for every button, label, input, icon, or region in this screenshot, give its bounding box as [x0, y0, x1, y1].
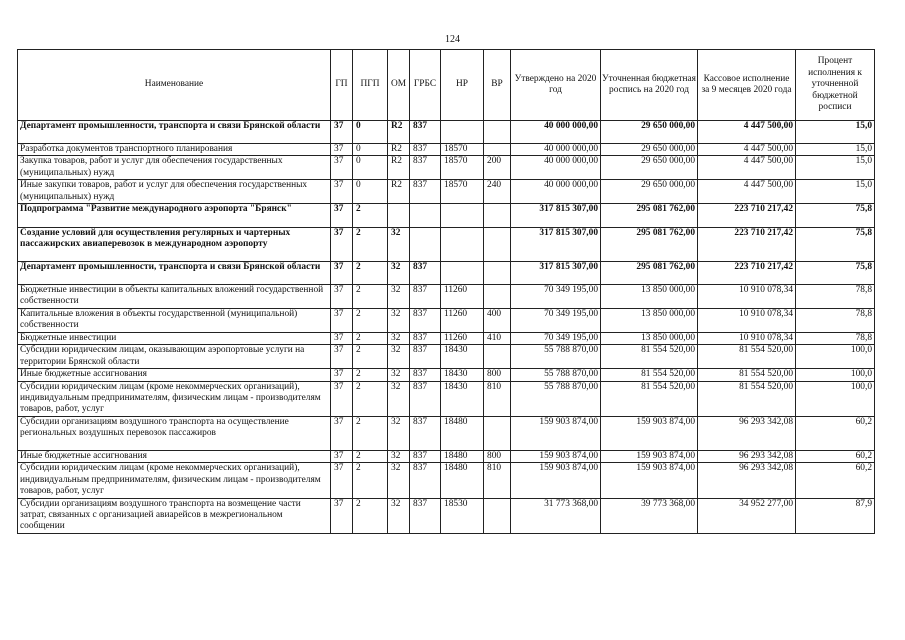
- cell-gp: 37: [331, 345, 353, 369]
- cell-np: [441, 228, 484, 262]
- cell-vr: [484, 416, 511, 450]
- cell-cash: 223 710 217,42: [698, 262, 796, 285]
- cell-percent: 15,0: [796, 144, 875, 156]
- cell-gp: 37: [331, 463, 353, 498]
- cell-gp: 37: [331, 180, 353, 204]
- cell-np: 18570: [441, 156, 484, 180]
- cell-om: 32: [388, 463, 410, 498]
- table-row: [18, 285, 875, 309]
- cell-np: [441, 204, 484, 228]
- cell-percent: 15,0: [796, 121, 875, 144]
- cell-om: 32: [388, 309, 410, 333]
- cell-grbs: 837: [410, 381, 441, 416]
- cell-approved: 55 788 870,00: [511, 369, 601, 381]
- cell-refined: 13 850 000,00: [601, 285, 698, 309]
- table-row: [18, 228, 875, 262]
- cell-np: 11260: [441, 285, 484, 309]
- cell-gp: 37: [331, 144, 353, 156]
- cell-vr: [484, 204, 511, 228]
- header-approved: Утверждено на 2020 год: [511, 50, 601, 121]
- cell-refined: 295 081 762,00: [601, 228, 698, 262]
- table-row: [18, 416, 875, 450]
- cell-grbs: 837: [410, 463, 441, 498]
- cell-ppgp: 2: [353, 262, 388, 285]
- cell-name: Бюджетные инвестиции в объекты капитальных вложений государственной собственности: [18, 285, 331, 309]
- cell-approved: 317 815 307,00: [511, 204, 601, 228]
- table-row: [18, 369, 875, 381]
- cell-vr: 810: [484, 381, 511, 416]
- cell-ppgp: 0: [353, 144, 388, 156]
- cell-vr: [484, 144, 511, 156]
- cell-ppgp: 2: [353, 204, 388, 228]
- header-percent: Процент исполнения к уточненной бюджетной росписи: [796, 50, 875, 121]
- page-number: 124: [445, 34, 460, 45]
- cell-om: 32: [388, 416, 410, 450]
- cell-refined: 29 650 000,00: [601, 180, 698, 204]
- cell-om: 32: [388, 285, 410, 309]
- cell-om: [388, 204, 410, 228]
- cell-refined: 13 850 000,00: [601, 309, 698, 333]
- cell-np: 18570: [441, 180, 484, 204]
- cell-om: 32: [388, 369, 410, 381]
- cell-np: [441, 121, 484, 144]
- cell-refined: 29 650 000,00: [601, 156, 698, 180]
- cell-cash: 96 293 342,08: [698, 416, 796, 450]
- header-cash: Кассовое исполнение за 9 месяцев 2020 года: [698, 50, 796, 121]
- cell-percent: 78,8: [796, 332, 875, 344]
- cell-np: 11260: [441, 332, 484, 344]
- cell-gp: 37: [331, 309, 353, 333]
- cell-vr: [484, 121, 511, 144]
- header-grbs: ГРБС: [410, 50, 441, 121]
- cell-percent: 100,0: [796, 381, 875, 416]
- cell-ppgp: 2: [353, 381, 388, 416]
- cell-name: Создание условий для осуществления регулярных и чартерных пассажирских авиаперевозок в международном аэропорту: [18, 228, 331, 262]
- cell-cash: 4 447 500,00: [698, 156, 796, 180]
- cell-cash: 223 710 217,42: [698, 204, 796, 228]
- cell-approved: 40 000 000,00: [511, 144, 601, 156]
- cell-name: Подпрограмма "Развитие международного аэропорта "Брянск": [18, 204, 331, 228]
- cell-percent: 15,0: [796, 180, 875, 204]
- cell-om: R2: [388, 156, 410, 180]
- cell-om: R2: [388, 180, 410, 204]
- cell-name: Иные закупки товаров, работ и услуг для обеспечения государственных (муниципальных) нужд: [18, 180, 331, 204]
- cell-np: 18480: [441, 463, 484, 498]
- cell-percent: 75,8: [796, 262, 875, 285]
- cell-refined: 39 773 368,00: [601, 498, 698, 533]
- cell-vr: [484, 228, 511, 262]
- cell-refined: 295 081 762,00: [601, 262, 698, 285]
- cell-approved: 31 773 368,00: [511, 498, 601, 533]
- cell-om: 32: [388, 450, 410, 462]
- cell-name: Субсидии организациям воздушного транспорта на возмещение части затрат, связанных с организацией авиарейсов в межрегиональном сообщении: [18, 498, 331, 533]
- cell-percent: 78,8: [796, 285, 875, 309]
- cell-refined: 29 650 000,00: [601, 121, 698, 144]
- cell-np: 18480: [441, 450, 484, 462]
- cell-ppgp: 0: [353, 180, 388, 204]
- cell-name: Бюджетные инвестиции: [18, 332, 331, 344]
- cell-np: 18430: [441, 381, 484, 416]
- cell-grbs: 837: [410, 332, 441, 344]
- cell-grbs: [410, 228, 441, 262]
- table-row: [18, 381, 875, 416]
- table-row: [18, 262, 875, 285]
- cell-vr: 800: [484, 450, 511, 462]
- cell-name: Иные бюджетные ассигнования: [18, 450, 331, 462]
- cell-approved: 317 815 307,00: [511, 262, 601, 285]
- table-row: [18, 463, 875, 498]
- cell-name: Департамент промышленности, транспорта и связи Брянской области: [18, 262, 331, 285]
- cell-grbs: 837: [410, 450, 441, 462]
- cell-name: Субсидии юридическим лицам (кроме некоммерческих организаций), индивидуальным предпринимателям, физическим лицам - производителям товаров, работ, услуг: [18, 381, 331, 416]
- cell-gp: 37: [331, 204, 353, 228]
- cell-name: Субсидии юридическим лицам, оказывающим аэропортовые услуги на территории Брянской области: [18, 345, 331, 369]
- cell-cash: 96 293 342,08: [698, 463, 796, 498]
- cell-np: 18530: [441, 498, 484, 533]
- cell-vr: [484, 498, 511, 533]
- cell-percent: 60,2: [796, 450, 875, 462]
- cell-approved: 159 903 874,00: [511, 416, 601, 450]
- cell-percent: 100,0: [796, 369, 875, 381]
- cell-cash: 4 447 500,00: [698, 121, 796, 144]
- cell-gp: 37: [331, 262, 353, 285]
- header-row: [18, 50, 875, 121]
- cell-approved: 70 349 195,00: [511, 332, 601, 344]
- cell-om: 32: [388, 345, 410, 369]
- cell-vr: 200: [484, 156, 511, 180]
- cell-grbs: 837: [410, 309, 441, 333]
- cell-name: Капитальные вложения в объекты государственной (муниципальной) собственности: [18, 309, 331, 333]
- cell-cash: 223 710 217,42: [698, 228, 796, 262]
- cell-cash: 4 447 500,00: [698, 144, 796, 156]
- cell-om: 32: [388, 228, 410, 262]
- cell-percent: 75,8: [796, 228, 875, 262]
- cell-om: 32: [388, 262, 410, 285]
- cell-refined: 159 903 874,00: [601, 450, 698, 462]
- cell-np: [441, 262, 484, 285]
- cell-ppgp: 2: [353, 463, 388, 498]
- cell-om: 32: [388, 381, 410, 416]
- cell-vr: 400: [484, 309, 511, 333]
- cell-np: 18570: [441, 144, 484, 156]
- cell-approved: 55 788 870,00: [511, 345, 601, 369]
- cell-name: Иные бюджетные ассигнования: [18, 369, 331, 381]
- header-ppgp: ПГП: [353, 50, 388, 121]
- budget-table: [17, 49, 875, 534]
- cell-ppgp: 2: [353, 228, 388, 262]
- cell-refined: 295 081 762,00: [601, 204, 698, 228]
- cell-gp: 37: [331, 228, 353, 262]
- cell-refined: 13 850 000,00: [601, 332, 698, 344]
- cell-refined: 81 554 520,00: [601, 345, 698, 369]
- table-row: [18, 180, 875, 204]
- cell-ppgp: 2: [353, 450, 388, 462]
- cell-approved: 317 815 307,00: [511, 228, 601, 262]
- cell-approved: 159 903 874,00: [511, 463, 601, 498]
- cell-gp: 37: [331, 332, 353, 344]
- cell-cash: 10 910 078,34: [698, 332, 796, 344]
- cell-gp: 37: [331, 121, 353, 144]
- cell-ppgp: 2: [353, 345, 388, 369]
- cell-grbs: 837: [410, 156, 441, 180]
- cell-ppgp: 2: [353, 369, 388, 381]
- header-gp: ГП: [331, 50, 353, 121]
- cell-grbs: 837: [410, 180, 441, 204]
- cell-gp: 37: [331, 381, 353, 416]
- cell-ppgp: 0: [353, 121, 388, 144]
- cell-np: 18480: [441, 416, 484, 450]
- cell-om: 32: [388, 332, 410, 344]
- cell-grbs: 837: [410, 144, 441, 156]
- cell-gp: 37: [331, 498, 353, 533]
- cell-grbs: 837: [410, 285, 441, 309]
- cell-name: Субсидии организациям воздушного транспорта на осуществление региональных воздушных перевозок пассажиров: [18, 416, 331, 450]
- cell-ppgp: 2: [353, 309, 388, 333]
- header-om: ОМ: [388, 50, 410, 121]
- cell-gp: 37: [331, 156, 353, 180]
- cell-cash: 81 554 520,00: [698, 381, 796, 416]
- cell-percent: 60,2: [796, 463, 875, 498]
- cell-gp: 37: [331, 450, 353, 462]
- header-refined: Уточненная бюджетная роспись на 2020 год: [601, 50, 698, 121]
- cell-percent: 15,0: [796, 156, 875, 180]
- cell-cash: 10 910 078,34: [698, 309, 796, 333]
- table-row: [18, 156, 875, 180]
- cell-cash: 96 293 342,08: [698, 450, 796, 462]
- cell-refined: 159 903 874,00: [601, 463, 698, 498]
- cell-om: 32: [388, 498, 410, 533]
- cell-grbs: 837: [410, 498, 441, 533]
- cell-name: Разработка документов транспортного планирования: [18, 144, 331, 156]
- cell-om: R2: [388, 144, 410, 156]
- cell-approved: 40 000 000,00: [511, 156, 601, 180]
- cell-percent: 78,8: [796, 309, 875, 333]
- cell-percent: 100,0: [796, 345, 875, 369]
- table-row: [18, 345, 875, 369]
- cell-cash: 4 447 500,00: [698, 180, 796, 204]
- cell-ppgp: 2: [353, 332, 388, 344]
- table-row: [18, 144, 875, 156]
- cell-om: R2: [388, 121, 410, 144]
- cell-name: Департамент промышленности, транспорта и связи Брянской области: [18, 121, 331, 144]
- cell-grbs: 837: [410, 369, 441, 381]
- cell-np: 18430: [441, 369, 484, 381]
- cell-vr: [484, 262, 511, 285]
- table-row: [18, 309, 875, 333]
- header-name: Наименование: [18, 50, 331, 121]
- cell-name: Субсидии юридическим лицам (кроме некоммерческих организаций), индивидуальным предпринимателям, физическим лицам - производителям товаров, работ, услуг: [18, 463, 331, 498]
- cell-refined: 29 650 000,00: [601, 144, 698, 156]
- cell-cash: 81 554 520,00: [698, 345, 796, 369]
- cell-approved: 70 349 195,00: [511, 309, 601, 333]
- cell-vr: [484, 345, 511, 369]
- cell-gp: 37: [331, 416, 353, 450]
- cell-cash: 10 910 078,34: [698, 285, 796, 309]
- table-row: [18, 121, 875, 144]
- cell-approved: 159 903 874,00: [511, 450, 601, 462]
- cell-np: 11260: [441, 309, 484, 333]
- cell-grbs: [410, 204, 441, 228]
- table-row: [18, 332, 875, 344]
- cell-refined: 81 554 520,00: [601, 381, 698, 416]
- cell-percent: 60,2: [796, 416, 875, 450]
- cell-ppgp: 2: [353, 285, 388, 309]
- cell-vr: 810: [484, 463, 511, 498]
- cell-approved: 70 349 195,00: [511, 285, 601, 309]
- table-row: [18, 450, 875, 462]
- cell-cash: 81 554 520,00: [698, 369, 796, 381]
- cell-vr: [484, 285, 511, 309]
- cell-percent: 75,8: [796, 204, 875, 228]
- cell-grbs: 837: [410, 262, 441, 285]
- cell-np: 18430: [441, 345, 484, 369]
- cell-ppgp: 2: [353, 416, 388, 450]
- cell-ppgp: 0: [353, 156, 388, 180]
- cell-name: Закупка товаров, работ и услуг для обеспечения государственных (муниципальных) нужд: [18, 156, 331, 180]
- cell-approved: 55 788 870,00: [511, 381, 601, 416]
- header-np: НР: [441, 50, 484, 121]
- cell-ppgp: 2: [353, 498, 388, 533]
- cell-grbs: 837: [410, 345, 441, 369]
- cell-cash: 34 952 277,00: [698, 498, 796, 533]
- cell-vr: 240: [484, 180, 511, 204]
- cell-approved: 40 000 000,00: [511, 180, 601, 204]
- cell-vr: 410: [484, 332, 511, 344]
- cell-gp: 37: [331, 369, 353, 381]
- cell-gp: 37: [331, 285, 353, 309]
- cell-grbs: 837: [410, 121, 441, 144]
- cell-grbs: 837: [410, 416, 441, 450]
- cell-vr: 800: [484, 369, 511, 381]
- cell-approved: 40 000 000,00: [511, 121, 601, 144]
- table-row: [18, 498, 875, 533]
- cell-refined: 159 903 874,00: [601, 416, 698, 450]
- cell-percent: 87,9: [796, 498, 875, 533]
- table-body: [18, 121, 875, 534]
- header-vr: ВР: [484, 50, 511, 121]
- cell-refined: 81 554 520,00: [601, 369, 698, 381]
- table-row: [18, 204, 875, 228]
